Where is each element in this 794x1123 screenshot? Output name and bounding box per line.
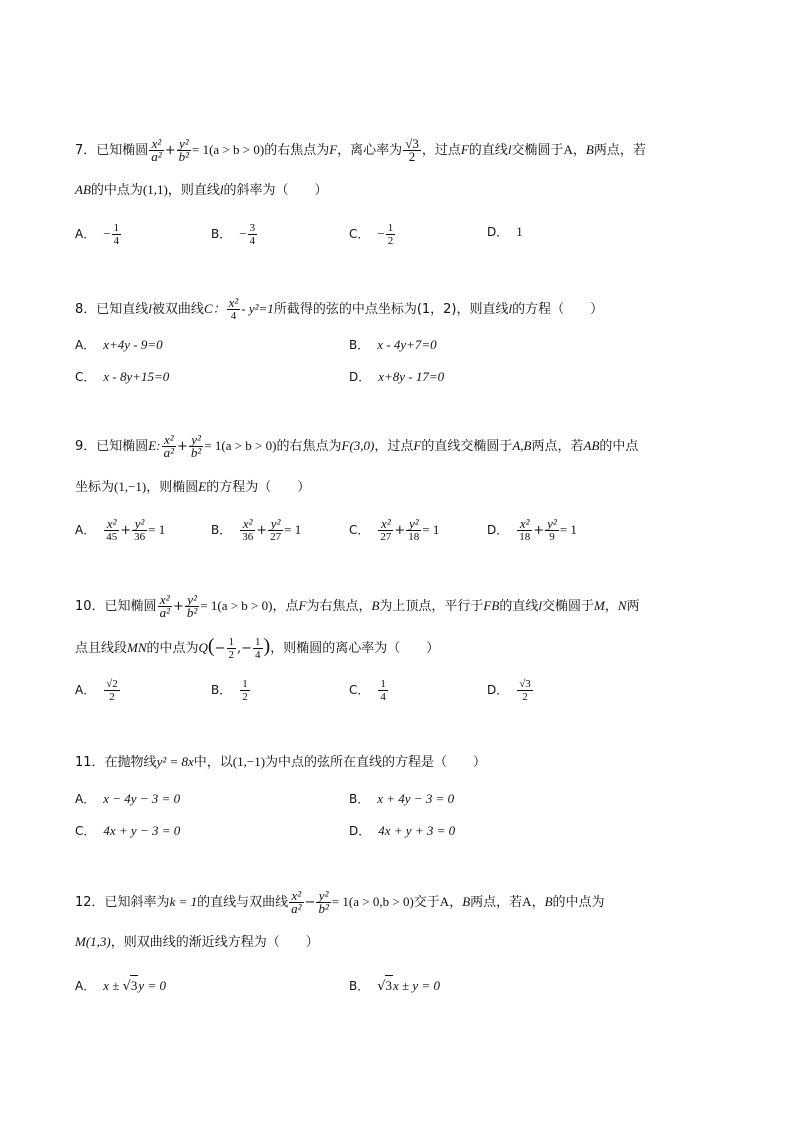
option-d[interactable]: D． $\frac{\text{x²}}{18}$ + $\frac{\text{y²}}{9}$ = 1	[487, 516, 577, 543]
fraction: $\frac{√3}{2}$	[405, 136, 419, 164]
fraction: $\frac{\text{y²}}{\text{b²}}$	[178, 136, 190, 164]
option-b[interactable]: B． $\frac{\text{x²}}{36}$ + $\frac{\text{y²}}{27}$ = 1	[211, 516, 302, 543]
question-10-line-2: 点且线段MN的中点为Q(− $\frac{1}{2}$ ,− $\frac{1}{4}$ )，则椭圆的离心率为（ ）	[75, 635, 440, 661]
option-c[interactable]: C． x - 8y+15=0	[75, 369, 170, 384]
option-c[interactable]: C． 4x + y − 3 = 0	[75, 823, 181, 838]
fraction: $\frac{\text{x²}}{\text{a²}}$	[163, 432, 174, 460]
fraction: $\frac{\text{y²}}{\text{b²}}$	[190, 432, 202, 460]
option-b[interactable]: B． x + 4y − 3 = 0	[349, 791, 455, 806]
question-7-line-1: 7．已知椭圆 $\frac{\text{x²}}{\text{a²}}$ + $\frac{\text{y²}}{\text{b²}}$ = 1(a > b > 0)的右焦点为F，离心率为 $\frac{√3}{2}$ ，过点F的直线l交椭圆于A，B两点，若	[75, 136, 646, 164]
option-d[interactable]: D． 1	[487, 224, 523, 239]
option-b[interactable]: B． − $\frac{3}{4}$	[211, 222, 256, 247]
question-8-line-1: 8．已知直线l被双曲线C： $\frac{\text{x²}}{4}$ - y²=1所截得的弦的中点坐标为(1，2)，则直线l的方程（ ）	[75, 295, 604, 322]
option-d[interactable]: D． $\frac{√3}{2}$	[487, 678, 531, 703]
option-a[interactable]: A． $\frac{√2}{2}$	[75, 678, 118, 703]
fraction: $\frac{\text{y²}}{\text{b²}}$	[186, 592, 198, 620]
option-d[interactable]: D． x+8y - 17=0	[349, 369, 445, 384]
fraction: $\frac{\text{x²}}{\text{a²}}$	[151, 136, 162, 164]
option-c[interactable]: C． $\frac{1}{4}$	[349, 678, 386, 703]
fraction: $\frac{\text{x²}}{4}$	[228, 295, 239, 322]
option-a[interactable]: A． − $\frac{1}{4}$	[75, 222, 120, 247]
option-a[interactable]: A． $\frac{\text{x²}}{45}$ + $\frac{\text{y²}}{36}$ = 1	[75, 516, 166, 543]
fraction: $\frac{\text{x²}}{\text{a²}}$	[159, 592, 170, 620]
question-11-line-1: 11．在抛物线y² = 8x中，以(1,−1)为中点的弦所在直线的方程是（ ）	[75, 754, 487, 770]
question-12-line-2: M(1,3)，则双曲线的渐近线方程为（ ）	[75, 934, 319, 950]
option-c[interactable]: C． − $\frac{1}{2}$	[349, 222, 394, 247]
question-7-line-2: AB的中点为(1,1)，则直线l的斜率为（ ）	[75, 182, 328, 198]
option-b[interactable]: B． √3x ± y = 0	[349, 975, 440, 997]
option-b[interactable]: B． x - 4y+7=0	[349, 337, 437, 352]
option-d[interactable]: D． 4x + y + 3 = 0	[349, 823, 456, 838]
fraction: $\frac{\text{x²}}{\text{a²}}$	[291, 888, 302, 916]
option-a[interactable]: A． x ± √3y = 0	[75, 975, 166, 997]
option-c[interactable]: C． $\frac{\text{x²}}{27}$ + $\frac{\text{y²}}{18}$ = 1	[349, 516, 440, 543]
question-10-line-1: 10．已知椭圆 $\frac{\text{x²}}{\text{a²}}$ + $\frac{\text{y²}}{\text{b²}}$ = 1(a > b > 0)，点F为右焦点，B为上顶点，平行于FB的直线l交椭圆于M，N两	[75, 592, 640, 620]
question-9-line-1: 9．已知椭圆E: $\frac{\text{x²}}{\text{a²}}$ + $\frac{\text{y²}}{\text{b²}}$ = 1(a > b > 0)的右焦点为F(3,0)，过点F的直线交椭圆于A,B两点，若AB的中点	[75, 432, 639, 460]
question-12-line-1: 12．已知斜率为k = 1的直线与双曲线 $\frac{\text{x²}}{\text{a²}}$ − $\frac{\text{y²}}{\text{b²}}$ = 1(a > 0,b > 0)交于A，B两点，若A，B的中点为	[75, 888, 605, 916]
option-a[interactable]: A． x − 4y − 3 = 0	[75, 791, 181, 806]
option-b[interactable]: B． $\frac{1}{2}$	[211, 678, 248, 703]
question-9-line-2: 坐标为(1,−1)，则椭圆E的方程为（ ）	[75, 479, 311, 495]
option-a[interactable]: A． x+4y - 9=0	[75, 337, 163, 352]
fraction: $\frac{\text{y²}}{\text{b²}}$	[318, 888, 329, 916]
